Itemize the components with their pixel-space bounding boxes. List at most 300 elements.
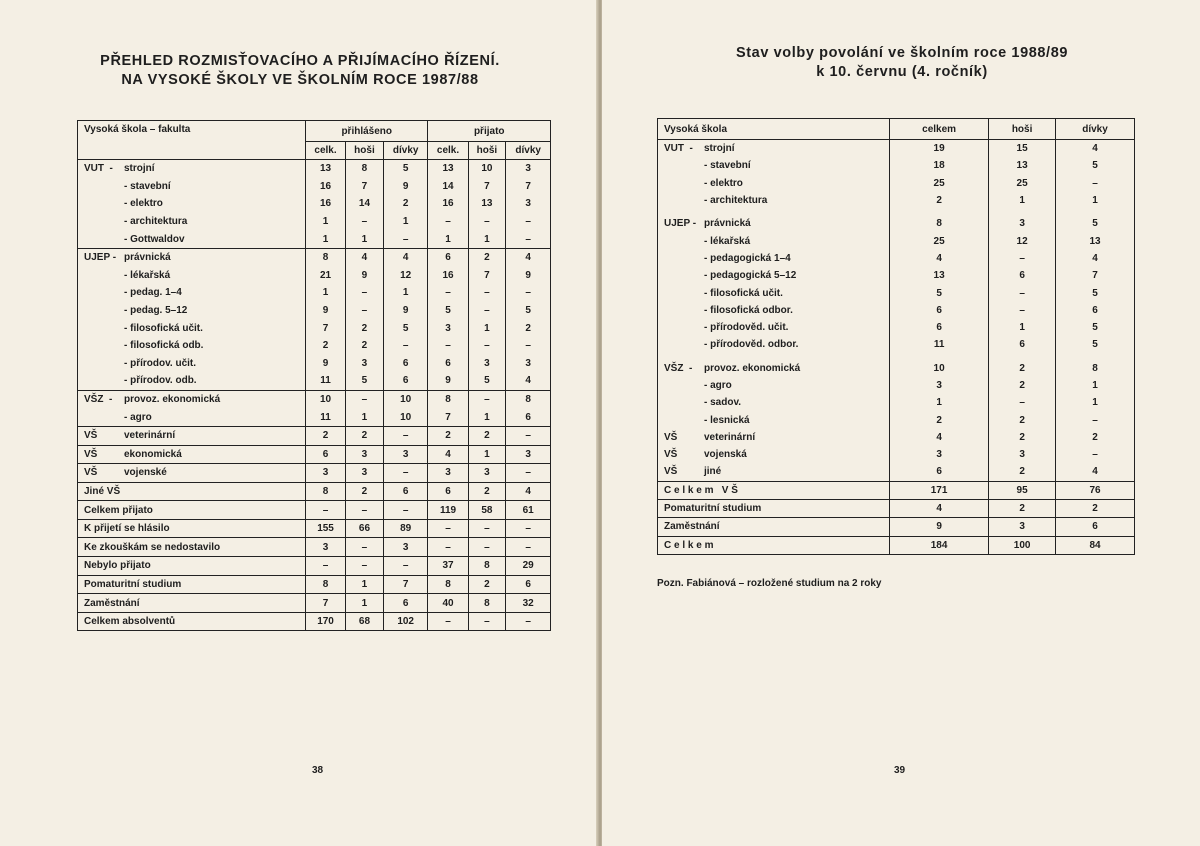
row-label — [78, 302, 306, 320]
row-label-text: - agro — [704, 380, 732, 391]
table-row — [78, 195, 551, 213]
value-cell: 8 — [1056, 360, 1135, 377]
value-cell: 3 — [306, 464, 346, 483]
table-row — [658, 284, 1135, 301]
row-label-prefix: UJEP - — [84, 252, 117, 264]
value-cell: 7 — [468, 267, 506, 285]
value-cell: 1 — [346, 594, 384, 613]
value-cell: 9 — [346, 267, 384, 285]
value-cell: 8 — [468, 594, 506, 613]
value-cell: 13 — [468, 195, 506, 213]
table-row — [658, 446, 1135, 463]
row-label-text: veterinární — [704, 431, 756, 443]
table-row — [658, 481, 1135, 499]
value-cell: 95 — [989, 481, 1056, 499]
title-line: k 10. červnu (4. ročník) — [816, 64, 988, 80]
value-cell: 2 — [989, 463, 1056, 481]
row-label-text: - lékařská — [704, 235, 751, 247]
row-label-text: vojenské — [124, 467, 167, 479]
table-row — [78, 594, 551, 613]
row-label — [78, 267, 306, 285]
value-cell: 1 — [1056, 192, 1135, 209]
table-row — [78, 482, 551, 501]
table-row — [78, 178, 551, 196]
row-label-text: - přírodov. učit. — [124, 357, 197, 369]
row-label-text: - filosofická učit. — [124, 322, 203, 334]
value-cell: 2 — [989, 499, 1056, 517]
row-label — [658, 157, 890, 174]
row-label — [78, 482, 306, 501]
value-cell: – — [506, 284, 551, 302]
value-cell: 8 — [306, 482, 346, 501]
value-cell: 84 — [1056, 536, 1135, 554]
value-cell: 8 — [468, 557, 506, 576]
row-label-text: - filosofická odbor. — [704, 304, 793, 316]
value-cell: 4 — [1056, 250, 1135, 267]
table-row — [78, 230, 551, 248]
row-label-prefix: VŠ — [664, 466, 678, 478]
page-number: 38 — [312, 765, 324, 776]
value-cell: 1 — [383, 213, 428, 231]
right-page — [602, 0, 1200, 846]
col-header: dívky — [506, 142, 551, 160]
row-label-text: Celkem absolventů — [84, 616, 176, 628]
value-cell: 11 — [890, 336, 989, 353]
value-cell: 8 — [890, 215, 989, 232]
value-cell: 1 — [468, 408, 506, 426]
value-cell: 1 — [346, 575, 384, 594]
value-cell: 12 — [989, 232, 1056, 249]
table-row — [78, 519, 551, 538]
value-cell: 4 — [1056, 463, 1135, 481]
value-cell: 7 — [306, 319, 346, 337]
value-cell: 8 — [506, 390, 551, 408]
row-label-text: Nebylo přijato — [84, 560, 151, 572]
value-cell: – — [1056, 175, 1135, 192]
table-row — [78, 267, 551, 285]
row-label — [78, 594, 306, 613]
row-label — [658, 250, 890, 267]
table-row — [658, 360, 1135, 377]
row-label-text: - sadov. — [704, 397, 742, 409]
row-label-text: Pomaturitní studium — [84, 578, 182, 590]
col-header: celk. — [306, 142, 346, 160]
value-cell: 1 — [428, 230, 468, 248]
col-header: hoši — [346, 142, 384, 160]
value-cell: 16 — [428, 195, 468, 213]
value-cell: – — [468, 284, 506, 302]
row-label — [78, 557, 306, 576]
value-cell: 1 — [890, 394, 989, 411]
admission-table-body — [78, 160, 551, 631]
row-label-prefix: VUT - — [84, 163, 113, 175]
table-row — [78, 372, 551, 390]
value-cell: 2 — [890, 411, 989, 428]
value-cell: 1 — [468, 230, 506, 248]
value-cell: 7 — [383, 575, 428, 594]
value-cell: – — [468, 612, 506, 631]
value-cell: – — [306, 501, 346, 520]
table-row — [78, 501, 551, 520]
value-cell: 7 — [306, 594, 346, 613]
table-row — [658, 215, 1135, 232]
row-label — [658, 319, 890, 336]
row-label — [78, 284, 306, 302]
value-cell: – — [383, 230, 428, 248]
row-label — [658, 446, 890, 463]
value-cell: 9 — [428, 372, 468, 390]
value-cell: 5 — [890, 284, 989, 301]
value-cell: 3 — [468, 355, 506, 373]
row-label — [78, 575, 306, 594]
value-cell: 4 — [383, 248, 428, 266]
row-label-text: - architektura — [124, 216, 188, 228]
value-cell: 2 — [989, 429, 1056, 446]
value-cell: 9 — [506, 267, 551, 285]
value-cell: – — [306, 557, 346, 576]
col-header-school: Vysoká škola — [658, 119, 890, 140]
value-cell: 3 — [890, 377, 989, 394]
value-cell: 10 — [383, 390, 428, 408]
value-cell: – — [989, 250, 1056, 267]
value-cell: 12 — [383, 267, 428, 285]
table-row — [658, 411, 1135, 428]
value-cell: 2 — [890, 192, 989, 209]
value-cell: – — [346, 501, 384, 520]
row-label — [658, 215, 890, 232]
row-label — [78, 355, 306, 373]
row-label-prefix: VUT - — [664, 143, 693, 155]
left-page-title — [60, 52, 540, 90]
value-cell: 7 — [346, 178, 384, 196]
value-cell: 66 — [346, 519, 384, 538]
col-group-applied: přihlášeno — [306, 121, 428, 142]
value-cell: 10 — [468, 160, 506, 178]
row-label-text: veterinární — [124, 430, 176, 442]
value-cell: 6 — [383, 372, 428, 390]
row-label — [78, 538, 306, 557]
value-cell: 6 — [383, 482, 428, 501]
value-cell: 2 — [428, 426, 468, 445]
row-label-text: Zaměstnání — [84, 597, 140, 609]
value-cell: – — [989, 394, 1056, 411]
value-cell: 15 — [989, 140, 1056, 158]
row-label — [658, 429, 890, 446]
career-choice-table-body — [658, 140, 1135, 555]
value-cell: 2 — [383, 195, 428, 213]
value-cell: 5 — [383, 319, 428, 337]
value-cell: 1 — [468, 319, 506, 337]
value-cell: 6 — [989, 336, 1056, 353]
row-label — [78, 501, 306, 520]
value-cell: 4 — [1056, 140, 1135, 158]
value-cell: 4 — [890, 250, 989, 267]
value-cell: 2 — [989, 411, 1056, 428]
table-row — [658, 302, 1135, 319]
value-cell: 5 — [1056, 319, 1135, 336]
career-choice-table — [657, 118, 1135, 555]
row-label-text: Celkem přijato — [84, 504, 153, 516]
value-cell: – — [989, 302, 1056, 319]
value-cell: 4 — [506, 248, 551, 266]
value-cell: 7 — [1056, 267, 1135, 284]
row-label-text: strojní — [124, 163, 155, 175]
row-label — [658, 175, 890, 192]
value-cell: 8 — [306, 575, 346, 594]
title-line: PŘEHLED ROZMISŤOVACÍHO A PŘIJÍMACÍHO ŘÍZENÍ. — [100, 53, 500, 69]
value-cell: 7 — [468, 178, 506, 196]
value-cell: 19 — [890, 140, 989, 158]
row-label-text: - architektura — [704, 195, 768, 207]
value-cell: 3 — [346, 464, 384, 483]
value-cell: 3 — [506, 195, 551, 213]
row-label — [78, 390, 306, 408]
table-row — [658, 536, 1135, 554]
title-line: NA VYSOKÉ ŠKOLY VE ŠKOLNÍM ROCE 1987/88 — [121, 72, 479, 88]
row-label-text: - přírodověd. odbor. — [704, 339, 799, 351]
table-row — [658, 336, 1135, 353]
value-cell: 155 — [306, 519, 346, 538]
value-cell: 13 — [428, 160, 468, 178]
row-label-text: - lesnická — [704, 414, 750, 426]
table-row — [658, 267, 1135, 284]
value-cell: 2 — [989, 377, 1056, 394]
table-row — [78, 284, 551, 302]
value-cell: 7 — [506, 178, 551, 196]
row-label-prefix: VŠ — [84, 467, 98, 479]
value-cell: – — [989, 284, 1056, 301]
row-label — [78, 230, 306, 248]
value-cell: 2 — [306, 426, 346, 445]
col-header-school: Vysoká škola – fakulta — [78, 121, 306, 160]
value-cell: 5 — [1056, 284, 1135, 301]
value-cell: 5 — [1056, 157, 1135, 174]
value-cell: 119 — [428, 501, 468, 520]
value-cell: – — [346, 284, 384, 302]
value-cell: 68 — [346, 612, 384, 631]
value-cell: 4 — [890, 499, 989, 517]
row-label — [658, 192, 890, 209]
value-cell: 4 — [428, 445, 468, 464]
value-cell: – — [468, 337, 506, 355]
row-label — [78, 213, 306, 231]
value-cell: – — [506, 538, 551, 557]
row-label — [658, 463, 890, 481]
row-label — [78, 248, 306, 266]
value-cell: – — [428, 213, 468, 231]
table-row — [78, 575, 551, 594]
value-cell: 14 — [428, 178, 468, 196]
value-cell: – — [506, 230, 551, 248]
table-row — [658, 250, 1135, 267]
value-cell: 1 — [468, 445, 506, 464]
row-label — [658, 518, 890, 536]
row-label-text: jiné — [704, 466, 722, 478]
value-cell: – — [506, 464, 551, 483]
value-cell: 76 — [1056, 481, 1135, 499]
row-label-prefix: VŠ — [84, 430, 98, 442]
table-row — [78, 538, 551, 557]
table-row — [78, 390, 551, 408]
row-label-text: Pomaturitní studium — [664, 503, 762, 515]
value-cell: 4 — [506, 482, 551, 501]
value-cell: – — [346, 390, 384, 408]
value-cell: 2 — [468, 482, 506, 501]
value-cell: 3 — [506, 160, 551, 178]
row-label-text: - agro — [124, 411, 152, 423]
value-cell: 10 — [306, 390, 346, 408]
row-label — [658, 536, 890, 554]
value-cell: 6 — [890, 319, 989, 336]
row-label-prefix: VŠ — [84, 448, 98, 460]
value-cell: – — [506, 612, 551, 631]
value-cell: 3 — [383, 538, 428, 557]
value-cell: 6 — [383, 355, 428, 373]
value-cell: 1 — [989, 192, 1056, 209]
value-cell: 6 — [428, 355, 468, 373]
table-row — [658, 319, 1135, 336]
table-row — [658, 499, 1135, 517]
row-label — [78, 408, 306, 426]
value-cell: 6 — [506, 408, 551, 426]
title-line: Stav volby povolání ve školním roce 1988/89 — [735, 45, 1069, 61]
value-cell: 9 — [383, 302, 428, 320]
col-header: celkem — [890, 119, 989, 140]
table-row — [658, 175, 1135, 192]
table-row — [78, 248, 551, 266]
value-cell: 2 — [346, 482, 384, 501]
value-cell: 6 — [306, 445, 346, 464]
value-cell: 32 — [506, 594, 551, 613]
row-label-text: - lékařská — [124, 269, 171, 281]
row-label-text: - pedagogická 1–4 — [704, 252, 791, 264]
value-cell: 1 — [306, 230, 346, 248]
value-cell: 3 — [989, 518, 1056, 536]
value-cell: 1 — [306, 213, 346, 231]
col-header: hoši — [468, 142, 506, 160]
value-cell: – — [506, 426, 551, 445]
value-cell: 2 — [306, 337, 346, 355]
value-cell: 2 — [506, 319, 551, 337]
table-row — [78, 160, 551, 178]
value-cell: 2 — [346, 426, 384, 445]
table-row — [78, 319, 551, 337]
value-cell: 2 — [346, 319, 384, 337]
value-cell: 1 — [346, 230, 384, 248]
table-row — [78, 213, 551, 231]
value-cell: 2 — [468, 426, 506, 445]
admission-table — [77, 120, 551, 631]
value-cell: 6 — [890, 463, 989, 481]
value-cell: 3 — [468, 464, 506, 483]
value-cell: 10 — [383, 408, 428, 426]
row-label-text: - pedag. 1–4 — [124, 287, 182, 299]
table-row — [78, 302, 551, 320]
row-label-text: K přijetí se hlásilo — [84, 523, 170, 535]
value-cell: 5 — [428, 302, 468, 320]
value-cell: 5 — [506, 302, 551, 320]
value-cell: 9 — [306, 355, 346, 373]
table-row — [658, 394, 1135, 411]
value-cell: – — [383, 501, 428, 520]
value-cell: 25 — [890, 175, 989, 192]
value-cell: – — [506, 337, 551, 355]
value-cell: 6 — [506, 575, 551, 594]
value-cell: 5 — [1056, 215, 1135, 232]
table-row — [78, 337, 551, 355]
value-cell: – — [468, 302, 506, 320]
value-cell: 13 — [989, 157, 1056, 174]
row-label-text: C e l k e m — [664, 539, 714, 551]
value-cell: 21 — [306, 267, 346, 285]
value-cell: 2 — [346, 337, 384, 355]
row-label — [658, 232, 890, 249]
table-row — [78, 408, 551, 426]
row-label — [658, 140, 890, 158]
value-cell: 11 — [306, 372, 346, 390]
row-label — [78, 160, 306, 178]
value-cell: 3 — [428, 319, 468, 337]
value-cell: – — [468, 519, 506, 538]
row-label — [78, 319, 306, 337]
value-cell: 1 — [346, 408, 384, 426]
value-cell: – — [428, 519, 468, 538]
row-label-text: - pedag. 5–12 — [124, 305, 188, 317]
value-cell: 184 — [890, 536, 989, 554]
right-page-title — [647, 44, 1157, 82]
left-page — [0, 0, 598, 846]
row-label — [78, 195, 306, 213]
value-cell: 2 — [1056, 499, 1135, 517]
value-cell: 3 — [346, 355, 384, 373]
value-cell: 16 — [306, 178, 346, 196]
table-row — [78, 426, 551, 445]
row-label — [78, 372, 306, 390]
value-cell: 8 — [428, 575, 468, 594]
row-label-prefix: VŠZ - — [664, 362, 693, 374]
table-row — [78, 464, 551, 483]
row-label — [658, 284, 890, 301]
row-label — [78, 337, 306, 355]
value-cell: 4 — [890, 429, 989, 446]
table-row — [658, 463, 1135, 481]
row-label — [78, 612, 306, 631]
value-cell: 3 — [506, 355, 551, 373]
value-cell: – — [346, 213, 384, 231]
value-cell: – — [506, 519, 551, 538]
footnote: Pozn. Fabiánová – rozložené studium na 2 roky — [657, 578, 882, 589]
value-cell: – — [346, 557, 384, 576]
value-cell: 6 — [383, 594, 428, 613]
value-cell: 6 — [428, 482, 468, 501]
value-cell: 9 — [306, 302, 346, 320]
value-cell: – — [383, 426, 428, 445]
value-cell: – — [468, 538, 506, 557]
value-cell: 5 — [1056, 336, 1135, 353]
row-label-text: provoz. ekonomická — [704, 362, 801, 374]
row-label-prefix: VŠZ - — [84, 394, 113, 406]
value-cell: 102 — [383, 612, 428, 631]
row-label-prefix: VŠ — [664, 449, 678, 461]
table-row — [658, 377, 1135, 394]
value-cell: 16 — [428, 267, 468, 285]
value-cell: – — [468, 213, 506, 231]
row-label-text: - stavební — [704, 160, 751, 172]
col-group-accepted: přijato — [428, 121, 551, 142]
value-cell: 1 — [1056, 377, 1135, 394]
value-cell: 3 — [346, 445, 384, 464]
row-label-text: - přírodověd. učit. — [704, 322, 789, 334]
